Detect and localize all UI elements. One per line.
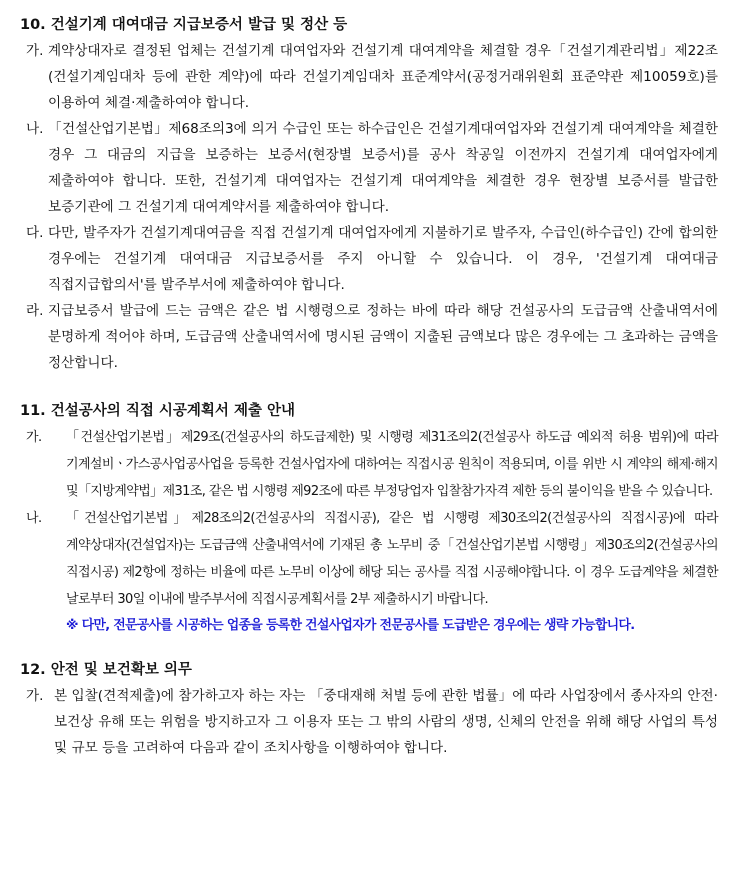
list-item <box>20 116 718 220</box>
item-text: 계약상대자로 결정된 업체는 건설기계 대여업자와 건설기계 대여계약을 체결할 경우「건설기계관리법」제22조(건설기계임대차 등에 관한 계약)에 따라 건설기계임대차 표준계약서(공정거래위원회 표준약관 제10059호)를 이용하여 체결·제출하여야 합니다. <box>48 43 718 111</box>
item-text: 「건설산업기본법」제68조의3에 의거 수급인 또는 하수급인은 건설기계대여업자와 건설기계 대여계약을 체결한 경우 그 대금의 지급을 보증하는 보증서(현장별 보증서)를 공사 착공일 이전까지 건설기계 대여업자에게 제출하여야 합니다. 또한, 건설기계 대여업자는 건설기계 대여계약을 체결한 경우 현장별 보증서를 발급한 보증기관에 그 건설기계 대여계약서를 제출하여야 합니다. <box>48 121 718 215</box>
item-text: 「건설산업기본법」제28조의2(건설공사의 직접시공), 같은 법 시행령 제30조의2(건설공사의 직접시공)에 따라 계약상대자(건설업자)는 도급금액 산출내역서에 기재된 총 노무비 중「건설산업기본법 시행령」제30조의2(건설공사의 직접시공) 제2항에 정하는 비율에 따른 노무비 이상에 해당 되는 공사를 직접 시공해야합니다. 이 경우 도급계약을 체결한 날로부터 30일 이내에 발주부서에 직접시공계획서를 2부 제출하시기 바랍니다. <box>66 511 718 607</box>
item-marker: 가. <box>26 43 44 59</box>
item-text: 다만, 발주자가 건설기계대여금을 직접 건설기계 대여업자에게 지불하기로 발주자, 수급인(하수급인) 간에 합의한 경우에는 건설기계 대여대금 지급보증서를 주지 아니할 수 있습니다. 이 경우, '건설기계 대여대금 직접지급합의서'를 발주부서에 제출하여야 합니다. <box>48 225 718 293</box>
list-item <box>20 505 718 613</box>
section-spacer <box>20 376 718 400</box>
item-marker: 가. <box>26 430 42 445</box>
list-item <box>20 424 718 505</box>
item-marker: 나. <box>26 511 42 526</box>
section-spacer <box>20 639 718 659</box>
item-marker: 나. <box>26 121 44 137</box>
list-item <box>20 683 718 761</box>
list-item <box>20 38 718 116</box>
section-12 <box>20 659 718 761</box>
section-10 <box>20 14 718 376</box>
list-item <box>20 298 718 376</box>
item-text: 「건설산업기본법」제29조(건설공사의 하도급제한) 및 시행령 제31조의2(건설공사 하도급 예외적 허용 범위)에 따라 기계설비ㆍ가스공사업공사업을 등록한 건설사업자에 대하여는 직접시공 원칙이 적용되며, 이를 위반 시 계약의 해제·해지 및「지방계약법」제31조, 같은 법 시행령 제92조에 따른 부정당업자 입찰참가자격 제한 등의 불이익을 받을 수 있습니다. <box>66 430 718 499</box>
item-marker: 다. <box>26 225 44 241</box>
note-text: ※ 다만, 전문공사를 시공하는 업종을 등록한 건설사업자가 전문공사를 도급받은 경우에는 생략 가능합니다. <box>66 618 635 633</box>
list-item <box>20 220 718 298</box>
item-marker: 가. <box>26 688 44 704</box>
item-text: 본 입찰(견적제출)에 참가하고자 하는 자는 「중대재해 처벌 등에 관한 법률」에 따라 사업장에서 종사자의 안전·보건상 유해 또는 위험을 방지하고자 그 이용자 또는 그 밖의 사람의 생명, 신체의 안전을 위해 해당 사업의 특성 및 규모 등을 고려하여 다음과 같이 조치사항을 이행하여야 합니다. <box>54 688 718 756</box>
section-title: 11. 건설공사의 직접 시공계획서 제출 안내 <box>20 403 296 419</box>
item-text: 지급보증서 발급에 드는 금액은 같은 법 시행령으로 정하는 바에 따라 해당 건설공사의 도급금액 산출내역서에 분명하게 적어야 하며, 도급금액 산출내역서에 명시된 금액이 지출된 금액보다 많은 경우에는 그 초과하는 금액을 정산합니다. <box>48 303 718 371</box>
section-11 <box>20 400 718 639</box>
section-title: 10. 건설기계 대여대금 지급보증서 발급 및 정산 등 <box>20 17 348 33</box>
item-marker: 라. <box>26 303 44 319</box>
section-title: 12. 안전 및 보건확보 의무 <box>20 662 192 678</box>
